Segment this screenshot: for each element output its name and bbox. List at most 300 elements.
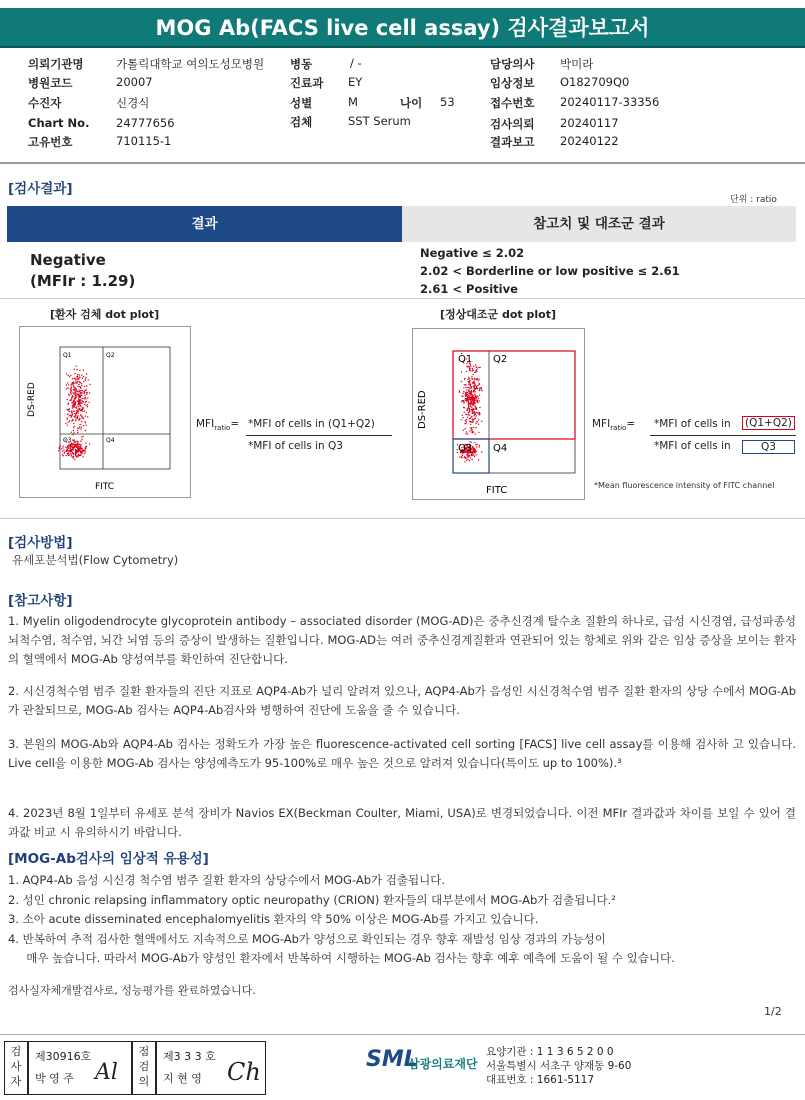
- dot: [81, 392, 82, 393]
- dot: [72, 395, 73, 396]
- dot: [70, 415, 71, 416]
- dot: [461, 381, 462, 382]
- dot: [86, 394, 87, 395]
- dot: [462, 393, 463, 394]
- list-item: 1. AQP4-Ab 음성 시신경 척수염 범주 질환 환자의 상당수에서 MOG-Ab가 검출됩니다.: [8, 873, 445, 887]
- info-label: 나이: [400, 96, 423, 110]
- dot: [468, 387, 469, 388]
- dot: [462, 417, 463, 418]
- dot: [66, 419, 67, 420]
- info-value: M: [348, 95, 358, 109]
- method-section-title: [검사방법]: [8, 535, 73, 551]
- dot: [61, 448, 62, 449]
- dot: [72, 406, 73, 407]
- info-value: 박미라: [560, 57, 594, 71]
- info-value: 20240117: [560, 116, 619, 130]
- dot: [474, 383, 475, 384]
- dot: [473, 385, 474, 386]
- dot: [77, 374, 78, 375]
- note-item: 4. 2023년 8월 1일부터 유세포 분석 장비가 Navios EX(Beckman Coulter, Miami, USA)로 변경되었습니다. 이전 MFIr 결과값과 차이를 보일 수 있어 결과값 비교 시 유의하시기 바랍니다.: [8, 806, 796, 839]
- dot: [75, 379, 76, 380]
- dot: [85, 430, 86, 431]
- dot: [71, 402, 72, 403]
- note-item: 1. Myelin oligodendrocyte glycoprotein antibody – associated disorder (MOG-AD)은 중추신경계 탈수초 질환의 하나로, 급성 시신경염, 급성파종성 뇌척수염, 척수염, 뇌간 뇌염 등의 증상이 발생하는 질환입니다. MOG-AD는 여러 중추신경계질환과 연관되어 있는 항체로 위와 같은 임상 증상을 보이는 환자의 혈액에서 MOG-Ab 양성여부를 확인하여 진단합니다.: [8, 614, 796, 666]
- dot: [81, 421, 82, 422]
- dot: [71, 411, 72, 412]
- dot: [85, 377, 86, 378]
- dot: [479, 388, 480, 389]
- dot: [464, 384, 465, 385]
- page-number: 1/2: [764, 1005, 782, 1018]
- formula-label: [196, 418, 239, 432]
- dot: [84, 393, 85, 394]
- dot: [85, 416, 86, 417]
- dot: [461, 419, 462, 420]
- dot: [459, 457, 460, 458]
- dot: [462, 415, 463, 416]
- dot: [474, 456, 475, 457]
- dot: [75, 453, 76, 454]
- dot: [467, 410, 468, 411]
- dot: [65, 447, 66, 448]
- dot: [77, 450, 78, 451]
- dot: [470, 392, 471, 393]
- ref-positive: 2.61 < Positive: [420, 282, 518, 296]
- dot: [72, 414, 73, 415]
- dot: [470, 370, 471, 371]
- dot: [475, 414, 476, 415]
- dot: [475, 449, 476, 450]
- info-value: 710115-1: [116, 134, 172, 148]
- dot: [80, 452, 81, 453]
- dot: [77, 400, 78, 401]
- dot: [62, 454, 63, 455]
- dot: [73, 423, 74, 424]
- dot: [463, 402, 464, 403]
- dot: [82, 409, 83, 410]
- dot: [72, 447, 73, 448]
- formula-subscript: ratio: [214, 424, 231, 433]
- dot: [71, 432, 72, 433]
- dot: [85, 397, 86, 398]
- dot: [464, 456, 465, 457]
- dot: [473, 409, 474, 410]
- dot: [76, 455, 77, 456]
- dot: [65, 423, 66, 424]
- dot: [468, 414, 469, 415]
- dot: [468, 366, 469, 367]
- dot: [88, 379, 89, 380]
- dot: [477, 385, 478, 386]
- dot: [479, 446, 480, 447]
- dot: [474, 378, 475, 379]
- dot: [73, 411, 74, 412]
- dot: [476, 444, 477, 445]
- dot: [78, 412, 79, 413]
- quadrant-label: Q1: [458, 354, 473, 365]
- dot: [473, 398, 474, 399]
- list-item: 2. 성인 chronic relapsing inflammatory optic neuropathy (CRION) 환자들의 대부분에서 MOG-Ab가 검출됩니다.²: [8, 892, 616, 907]
- dot: [78, 420, 79, 421]
- dot: [475, 371, 476, 372]
- dot: [75, 381, 76, 382]
- dot: [69, 420, 70, 421]
- dot: [62, 447, 63, 448]
- info-label: 진료과: [290, 76, 324, 90]
- dot: [74, 369, 75, 370]
- dot: [67, 399, 68, 400]
- dot: [78, 384, 79, 385]
- info-value: 24777656: [116, 116, 175, 130]
- dot: [468, 400, 469, 401]
- sml-logo: SML: [366, 1047, 418, 1072]
- dot: [60, 445, 61, 446]
- dot: [81, 385, 82, 386]
- dot: [474, 442, 475, 443]
- info-label: 담당의사: [490, 57, 535, 71]
- dot: [77, 446, 78, 447]
- patient-dot-plot-svg: [20, 327, 190, 497]
- dot: [66, 373, 67, 374]
- dot: [472, 369, 473, 370]
- dot: [74, 378, 75, 379]
- dot: [477, 401, 478, 402]
- dot: [85, 390, 86, 391]
- x-axis-label: FITC: [95, 482, 115, 492]
- dot: [481, 387, 482, 388]
- tester-number: 제30916호: [35, 1050, 92, 1063]
- dot: [470, 406, 471, 407]
- dot: [478, 378, 479, 379]
- dot: [62, 451, 63, 452]
- dot: [464, 428, 465, 429]
- dot: [479, 400, 480, 401]
- dot: [73, 427, 74, 428]
- dot: [84, 395, 85, 396]
- dot: [79, 389, 80, 390]
- dot: [472, 378, 473, 379]
- dot: [462, 400, 463, 401]
- result-column-header: 결과: [7, 206, 402, 242]
- dot: [468, 393, 469, 394]
- dot: [75, 419, 76, 420]
- dot: [79, 455, 80, 456]
- footnote: *Mean fluorescence intensity of FITC channel: [594, 481, 775, 490]
- dot: [67, 382, 68, 383]
- dot: [465, 423, 466, 424]
- dot: [73, 454, 74, 455]
- dot: [74, 394, 75, 395]
- dot: [72, 439, 73, 440]
- dot: [80, 424, 81, 425]
- dot: [69, 408, 70, 409]
- dot: [476, 412, 477, 413]
- dot: [479, 390, 480, 391]
- dot: [470, 385, 471, 386]
- info-label: 병동: [290, 57, 313, 71]
- dot: [476, 454, 477, 455]
- dot: [78, 415, 79, 416]
- dot: [67, 425, 68, 426]
- dot: [86, 373, 87, 374]
- info-label: 수진자: [28, 96, 62, 110]
- dot: [79, 426, 80, 427]
- dot: [470, 384, 471, 385]
- dot: [81, 439, 82, 440]
- dot: [66, 388, 67, 389]
- method-text: 유세포분석법(Flow Cytometry): [12, 553, 179, 567]
- dot: [470, 386, 471, 387]
- formula-denominator: *MFI of cells in: [654, 440, 731, 452]
- dot: [476, 369, 477, 370]
- dot: [464, 407, 465, 408]
- dot: [81, 444, 82, 445]
- tester-label: [4, 1041, 28, 1095]
- dot: [67, 453, 68, 454]
- dot: [479, 414, 480, 415]
- reviewer-label-text: 점검의: [138, 1045, 150, 1088]
- dot: [463, 412, 464, 413]
- dot: [466, 460, 467, 461]
- dot: [83, 425, 84, 426]
- dot: [78, 408, 79, 409]
- info-value: 20240122: [560, 134, 619, 148]
- dot: [74, 413, 75, 414]
- dot: [467, 396, 468, 397]
- dot: [472, 422, 473, 423]
- dot: [470, 424, 471, 425]
- dot: [471, 455, 472, 456]
- org-line: 대표번호 : 1661-5117: [486, 1074, 595, 1086]
- dot: [474, 395, 475, 396]
- dot: [469, 369, 470, 370]
- dot: [477, 379, 478, 380]
- dot: [467, 455, 468, 456]
- dot: [79, 382, 80, 383]
- dot: [472, 459, 473, 460]
- ref-borderline: 2.02 < Borderline or low positive ≤ 2.61: [420, 264, 680, 278]
- certification-note: 검사실자체개발검사로, 성능평가를 완료하였습니다.: [8, 984, 256, 997]
- org-name: 삼광의료재단: [408, 1057, 478, 1071]
- dot: [87, 406, 88, 407]
- dot: [84, 410, 85, 411]
- dot: [72, 378, 73, 379]
- dot: [465, 420, 466, 421]
- dot: [71, 412, 72, 413]
- dot: [70, 375, 71, 376]
- y-axis-label: DS-RED: [27, 382, 37, 417]
- dot: [73, 430, 74, 431]
- dot: [73, 389, 74, 390]
- dot: [470, 422, 471, 423]
- dot: [467, 434, 468, 435]
- dot: [75, 396, 76, 397]
- dot: [76, 390, 77, 391]
- list-item: 매우 높습니다. 따라서 MOG-Ab가 양성인 환자에서 반복하여 시행하는 MOG-Ab 검사는 향후 예후 예측에 도움이 될 수 있습니다.: [8, 951, 675, 965]
- dot: [83, 407, 84, 408]
- dot: [81, 383, 82, 384]
- result-main: Negative: [30, 251, 106, 269]
- dot: [479, 413, 480, 414]
- dot: [78, 402, 79, 403]
- note-item: 3. 본원의 MOG-Ab와 AQP4-Ab 검사는 정확도가 가장 높은 fluorescence-activated cell sorting [FACS] live cell assay를 이용해 검사하 고 있습니다. Live cell을 이용한 MOG-Ab 검사는 양성예측도가 95-100%로 매우 높은 것으로 알려져 있습니다(특이도 up to 100%).³: [8, 737, 796, 770]
- formula-label: [592, 418, 635, 432]
- dot: [83, 369, 84, 370]
- dot: [473, 427, 474, 428]
- y-axis-label: DS-RED: [417, 390, 428, 429]
- dot: [469, 415, 470, 416]
- reference-ranges: [420, 244, 680, 298]
- dot: [75, 449, 76, 450]
- dot: [79, 374, 80, 375]
- dot: [71, 385, 72, 386]
- tester-name: 박 영 주: [35, 1072, 74, 1085]
- dot: [469, 430, 470, 431]
- dot: [80, 428, 81, 429]
- dot: [72, 434, 73, 435]
- dot: [78, 411, 79, 412]
- info-label: 검사의뢰: [490, 117, 535, 131]
- dot: [85, 380, 86, 381]
- result-value: [30, 250, 135, 292]
- dot: [84, 453, 85, 454]
- dot: [78, 399, 79, 400]
- formula-eq: =: [626, 418, 636, 430]
- divider: [0, 298, 805, 299]
- dot: [74, 383, 75, 384]
- dot: [74, 399, 75, 400]
- info-value: 53: [440, 95, 455, 109]
- dot: [473, 404, 474, 405]
- dot: [80, 390, 81, 391]
- dot: [467, 459, 468, 460]
- dot: [465, 457, 466, 458]
- dot: [479, 394, 480, 395]
- divider: [0, 162, 805, 164]
- info-value: SST Serum: [348, 114, 411, 128]
- dot: [77, 430, 78, 431]
- dot: [471, 391, 472, 392]
- dot: [77, 448, 78, 449]
- info-value: 가톨릭대학교 여의도성모병원: [116, 57, 265, 71]
- org-line: 요양기관 : 1 1 3 6 5 2 0 0: [486, 1046, 614, 1058]
- dot: [476, 388, 477, 389]
- dot: [471, 394, 472, 395]
- ref-negative: Negative ≤ 2.02: [420, 246, 525, 260]
- dot: [473, 390, 474, 391]
- dot: [479, 367, 480, 368]
- dot: [474, 387, 475, 388]
- dot: [76, 406, 77, 407]
- dot: [82, 390, 83, 391]
- dot: [75, 441, 76, 442]
- dot: [69, 376, 70, 377]
- info-label: 결과보고: [490, 135, 535, 149]
- dot: [74, 405, 75, 406]
- dot: [468, 384, 469, 385]
- dot: [87, 404, 88, 405]
- dot: [479, 407, 480, 408]
- dot: [464, 461, 465, 462]
- dot: [477, 400, 478, 401]
- dot: [68, 384, 69, 385]
- dot: [89, 443, 90, 444]
- dot: [475, 450, 476, 451]
- dot: [83, 376, 84, 377]
- dot: [78, 454, 79, 455]
- dot: [473, 432, 474, 433]
- dot: [70, 387, 71, 388]
- dot: [466, 366, 467, 367]
- svg-text:Q2: Q2: [106, 352, 115, 359]
- fraction-line: [246, 435, 392, 436]
- dot: [74, 444, 75, 445]
- dot: [76, 377, 77, 378]
- dot: [470, 368, 471, 369]
- dot: [73, 385, 74, 386]
- dot: [473, 374, 474, 375]
- patient-dot-plot: [19, 326, 191, 498]
- dot: [82, 456, 83, 457]
- formula-q1q2-box: (Q1+Q2): [742, 416, 795, 430]
- dot: [481, 451, 482, 452]
- dot: [87, 397, 88, 398]
- info-value: EY: [348, 75, 363, 89]
- dot: [68, 421, 69, 422]
- dot: [78, 409, 79, 410]
- dot: [472, 411, 473, 412]
- svg-text:Q1: Q1: [63, 352, 72, 359]
- reviewer-name: 지 현 영: [163, 1072, 202, 1085]
- dot: [83, 418, 84, 419]
- dot: [86, 412, 87, 413]
- divider: [0, 518, 805, 519]
- quadrant-label: Q2: [493, 354, 508, 365]
- dot: [76, 389, 77, 390]
- dot: [469, 395, 470, 396]
- dot: [470, 404, 471, 405]
- dot: [81, 449, 82, 450]
- dot: [71, 384, 72, 385]
- dot: [475, 427, 476, 428]
- dot: [78, 428, 79, 429]
- formula-numerator: *MFI of cells in (Q1+Q2): [248, 418, 375, 430]
- dot: [74, 426, 75, 427]
- dot: [472, 368, 473, 369]
- dot: [79, 394, 80, 395]
- reviewer-label: [132, 1041, 156, 1095]
- fraction-line: [650, 435, 796, 436]
- dot: [476, 378, 477, 379]
- dot: [468, 405, 469, 406]
- dot: [469, 387, 470, 388]
- svg-text:Q4: Q4: [106, 437, 115, 444]
- dot: [79, 446, 80, 447]
- dot: [475, 384, 476, 385]
- dot: [471, 407, 472, 408]
- info-value: 신경식: [116, 96, 150, 110]
- dot: [87, 416, 88, 417]
- formula-eq: =: [230, 418, 240, 430]
- dot: [77, 443, 78, 444]
- dot: [76, 445, 77, 446]
- dot: [67, 446, 68, 447]
- dot: [461, 371, 462, 372]
- dot: [70, 392, 71, 393]
- dot: [468, 407, 469, 408]
- dot: [73, 449, 74, 450]
- info-label: 검체: [290, 115, 313, 129]
